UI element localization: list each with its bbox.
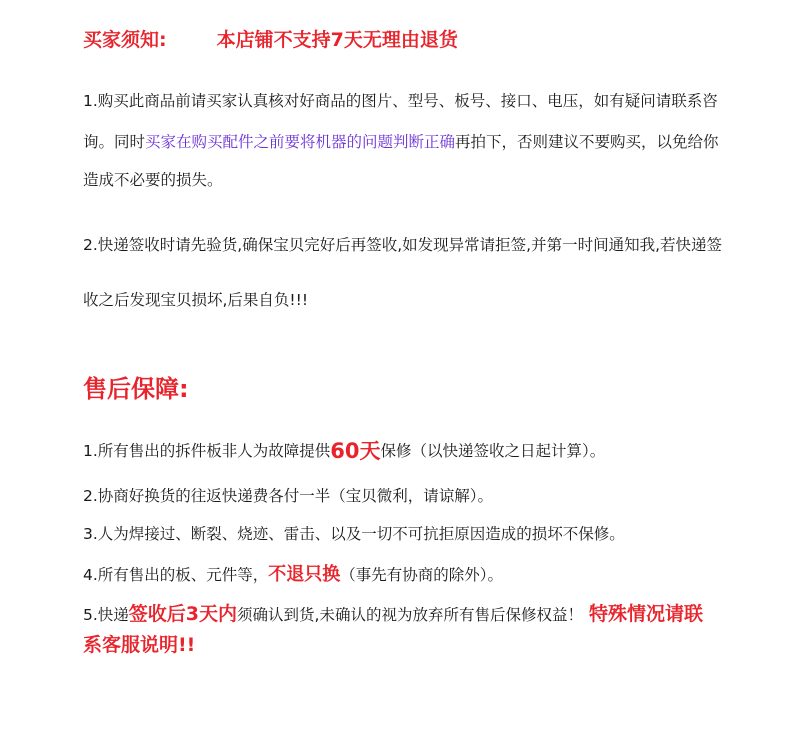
item-4-text: 4.所有售出的板、元件等，: [83, 566, 269, 584]
confirm-deadline: 签收后3天内: [128, 603, 238, 625]
item-1-text-end: 保修（以快递签收之日起计算）。: [380, 442, 606, 460]
no-return-policy: 本店铺不支持7天无理由退货: [216, 29, 458, 51]
item-4-text-end: （事先有协商的除外）。: [340, 566, 504, 584]
item-1-text: 1.所有售出的拆件板非人为故障提供: [83, 442, 331, 460]
item-5-text-mid: 须确认到货,未确认的视为放弃所有售后保修权益！: [237, 606, 583, 624]
notice-header: [83, 26, 458, 54]
after-sales-item-2: 2.协商好换货的往返快递费各付一半（宝贝微利，请谅解）。: [83, 487, 494, 505]
paragraph-2-line-2: 收之后发现宝贝损坏,后果自负!!!: [83, 291, 309, 309]
paragraph-1-line-1: 1.购买此商品前请买家认真核对好商品的图片、型号、板号、接口、电压，如有疑问请联系咨: [83, 92, 718, 110]
paragraph-1-text-end: 再拍下，否则建议不要购买，以免给你: [455, 133, 719, 151]
special-case-note: 特殊情况请联: [588, 603, 703, 625]
paragraph-1-text: 询。同时: [83, 133, 146, 151]
paragraph-1-line-3: 造成不必要的损失。: [83, 171, 223, 189]
after-sales-item-5-line-2: 系客服说明!!: [83, 634, 196, 656]
item-5-text: 5.快递: [83, 606, 129, 624]
after-sales-item-5-line-1: [83, 603, 703, 626]
warranty-days: 60天: [330, 439, 381, 463]
paragraph-1-line-2: [83, 131, 719, 153]
after-sales-item-3: 3.人为焊接过、断裂、烧迹、雷击、以及一切不可抗拒原因造成的损坏不保修。: [83, 525, 625, 543]
after-sales-item-4: [83, 564, 503, 586]
exchange-only-notice: 不退只换: [268, 564, 341, 585]
paragraph-2-line-1: 2.快递签收时请先验货,确保宝贝完好后再签收,如发现异常请拒签,并第一时间通知我,若快递签: [83, 236, 722, 254]
notice-title: 买家须知:: [83, 29, 167, 51]
after-sales-title: 售后保障:: [83, 375, 189, 403]
paragraph-1-highlight: 买家在购买配件之前要将机器的问题判断正确: [145, 133, 456, 151]
after-sales-item-1: [83, 440, 605, 462]
